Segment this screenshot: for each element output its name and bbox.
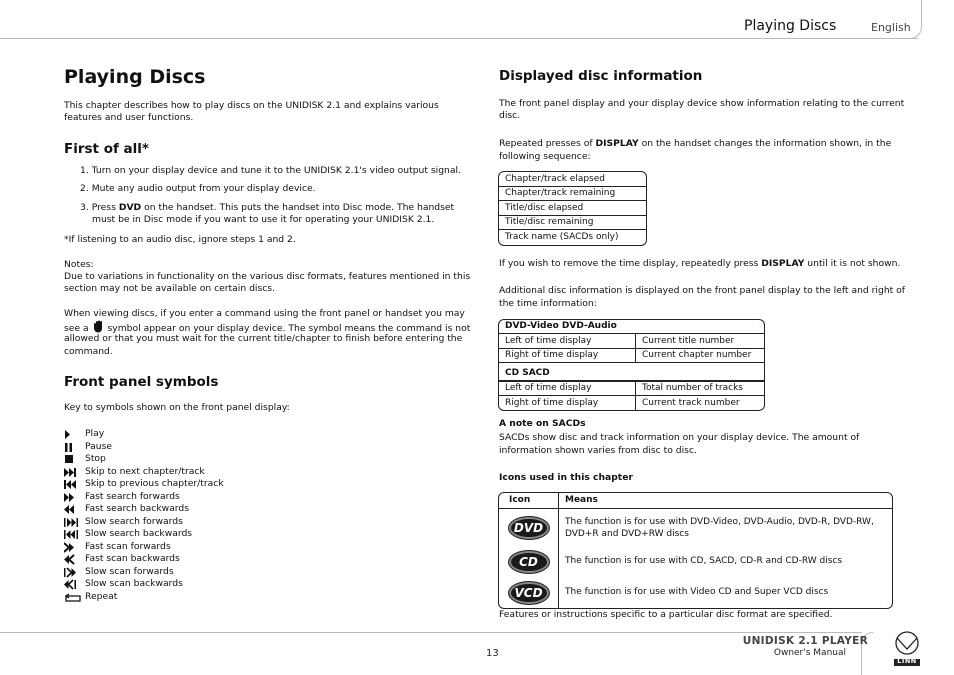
symbol-label: Slow search backwards	[85, 528, 193, 539]
slow-backward-icon	[64, 529, 80, 540]
sequence-item: Chapter/track elapsed	[499, 172, 646, 187]
viewing-line-3: allowed or that you must wait for the current title/chapter to finish before entering the	[64, 333, 463, 344]
viewing-line-4: command.	[64, 346, 113, 357]
intro-line-1: This chapter describes how to play discs on the UNIDISK 2.1 and explains various	[64, 100, 439, 111]
remove-text: until it is not shown.	[804, 258, 901, 269]
step-number: 3.	[80, 202, 89, 213]
repeat-icon	[64, 592, 82, 603]
front-panel-heading: Front panel symbols	[64, 374, 219, 390]
info-cell: Right of time display	[499, 349, 636, 364]
sequence-item: Chapter/track remaining	[499, 187, 646, 202]
symbol-label: Fast search forwards	[85, 490, 180, 502]
step-text: Mute any audio output from your display device.	[91, 183, 316, 194]
sequence-item: Title/disc elapsed	[499, 201, 646, 216]
step-text: Turn on your display device and tune it to the UNIDISK 2.1's video output signal.	[91, 165, 461, 176]
logo-text: LINN	[897, 657, 917, 665]
stop-icon	[64, 454, 80, 465]
icons-table	[498, 492, 893, 609]
notes-line-2: section may not be available on certain discs.	[64, 283, 276, 294]
viewing-text: symbol appear on your display device. The symbol means the command is not	[107, 323, 471, 334]
dvd-meaning	[559, 509, 892, 546]
symbol-label: Fast scan backwards	[85, 553, 180, 564]
play-icon	[64, 429, 80, 440]
info-cell: Left of time display	[499, 334, 636, 349]
viewing-text: see a	[64, 323, 89, 334]
step-number: 1.	[80, 165, 89, 176]
sacd-note-heading: A note on SACDs	[499, 418, 586, 429]
first-of-all-heading: First of all*	[64, 141, 149, 157]
symbol-label: Slow search forwards	[85, 515, 183, 527]
group-header-cd: CD SACD	[499, 363, 764, 381]
group-header-dvd: DVD-Video DVD-Audio	[499, 320, 764, 334]
fast-forward-icon	[64, 492, 80, 503]
right-intro-line-1: The front panel display and your display device show information relating to the current	[499, 98, 905, 109]
closing-line: Features or instructions specific to a particular disc format are specified.	[499, 609, 833, 620]
dvd-disc-icon: DVD	[509, 517, 549, 539]
step-number: 2.	[80, 183, 89, 194]
icon-column-header: Icon	[499, 493, 559, 509]
fast-scan-backward-icon	[64, 554, 80, 565]
skip-next-icon	[64, 467, 80, 478]
sacd-line-1: SACDs show disc and track information on your display device. The amount of	[499, 432, 860, 443]
fast-scan-forward-icon	[64, 542, 80, 553]
dvd-key-label: DVD	[118, 202, 142, 213]
display-key-label: DISPLAY	[761, 258, 805, 269]
step-3	[80, 202, 454, 215]
symbol-label: Fast scan forwards	[85, 540, 171, 552]
disc-info-table	[498, 319, 765, 411]
step-text: Press	[91, 202, 119, 213]
symbol-label: Slow scan backwards	[85, 578, 183, 589]
meaning-text: DVD+R and DVD+RW discs	[565, 528, 689, 539]
step-2	[80, 183, 316, 196]
product-name: UNIDISK 2.1 PLAYER	[742, 635, 868, 647]
step-1	[80, 165, 461, 178]
additional-line-1: Additional disc information is displayed on the front panel display to the left and right of	[499, 285, 906, 296]
viewing-line-1: When viewing discs, if you enter a command using the front panel or handset you may	[64, 308, 465, 319]
repeat-text: on the handset changes the information shown, in the	[638, 138, 892, 149]
meaning-text: The function is for use with DVD-Video, DVD-Audio, DVD-R, DVD-RW,	[565, 516, 874, 527]
symbol-label: Skip to next chapter/track	[85, 465, 205, 477]
header-language: English	[871, 21, 911, 34]
icons-heading: Icons used in this chapter	[499, 472, 633, 483]
info-cell: Total number of tracks	[636, 381, 764, 396]
manual-label: Owner's Manual	[773, 648, 846, 658]
info-cell: Left of time display	[499, 381, 636, 396]
cd-badge-cell	[499, 546, 559, 577]
sequence-item: Track name (SACDs only)	[505, 232, 619, 242]
symbol-label: Skip to previous chapter/track	[85, 478, 224, 489]
symbol-label: Fast search backwards	[85, 503, 190, 514]
display-key-label: DISPLAY	[595, 138, 639, 149]
remove-text: If you wish to remove the time display, repeatedly press	[499, 258, 762, 269]
hand-icon	[92, 320, 105, 333]
page-number: 13	[486, 648, 499, 659]
right-intro-line-2: disc.	[499, 110, 521, 121]
info-cell: Right of time display	[499, 396, 636, 411]
dvd-badge-cell	[499, 509, 559, 546]
vcd-badge-cell	[499, 577, 559, 608]
slow-forward-icon	[64, 517, 80, 528]
slow-scan-backward-icon	[64, 579, 80, 590]
notes-line-1: Due to variations in functionality on the various disc formats, features mentioned in this	[64, 271, 471, 282]
vcd-disc-icon: VCD	[509, 582, 549, 604]
symbol-label: Stop	[85, 453, 106, 464]
repeat-text: Repeated presses of	[499, 138, 596, 149]
slow-scan-forward-icon	[64, 567, 80, 578]
notes-label: Notes:	[64, 259, 94, 270]
additional-line-2: the time information:	[499, 298, 597, 309]
repeat-line-1	[499, 138, 891, 151]
sequence-item: Title/disc remaining	[499, 216, 646, 231]
display-sequence-table	[498, 171, 647, 246]
info-cell: Current chapter number	[636, 349, 764, 364]
step-text: on the handset. This puts the handset into Disc mode. The handset	[141, 202, 455, 213]
symbols-intro: Key to symbols shown on the front panel display:	[64, 402, 290, 413]
cd-disc-icon: CD	[509, 551, 549, 573]
displayed-info-heading: Displayed disc information	[499, 68, 703, 84]
info-cell: Current track number	[642, 397, 740, 408]
cd-meaning: The function is for use with CD, SACD, CD-R and CD-RW discs	[565, 556, 843, 567]
step-3-line-2: must be in Disc mode if you want to use it for operating your UNIDISK 2.1.	[92, 214, 435, 225]
footnote: *If listening to an audio disc, ignore steps 1 and 2.	[64, 234, 296, 245]
symbol-label: Slow scan forwards	[85, 565, 174, 577]
header-rule	[0, 38, 918, 39]
remove-display-line	[499, 258, 900, 271]
page-title: Playing Discs	[64, 66, 206, 88]
skip-previous-icon	[64, 479, 80, 490]
footer-rule	[0, 632, 862, 633]
repeat-line-2: following sequence:	[499, 151, 591, 162]
intro-line-2: features and user functions.	[64, 112, 194, 123]
symbol-label: Play	[85, 428, 105, 439]
info-cell: Current title number	[636, 334, 764, 349]
pause-icon	[64, 442, 80, 453]
fast-backward-icon	[64, 504, 80, 515]
sacd-line-2: information shown varies from disc to disc.	[499, 445, 697, 456]
vcd-meaning: The function is for use with Video CD and Super VCD discs	[565, 587, 829, 598]
symbol-label: Pause	[85, 440, 113, 452]
header-title: Playing Discs	[744, 18, 837, 34]
means-column-header: Means	[559, 493, 892, 509]
symbol-label: Repeat	[85, 590, 118, 602]
